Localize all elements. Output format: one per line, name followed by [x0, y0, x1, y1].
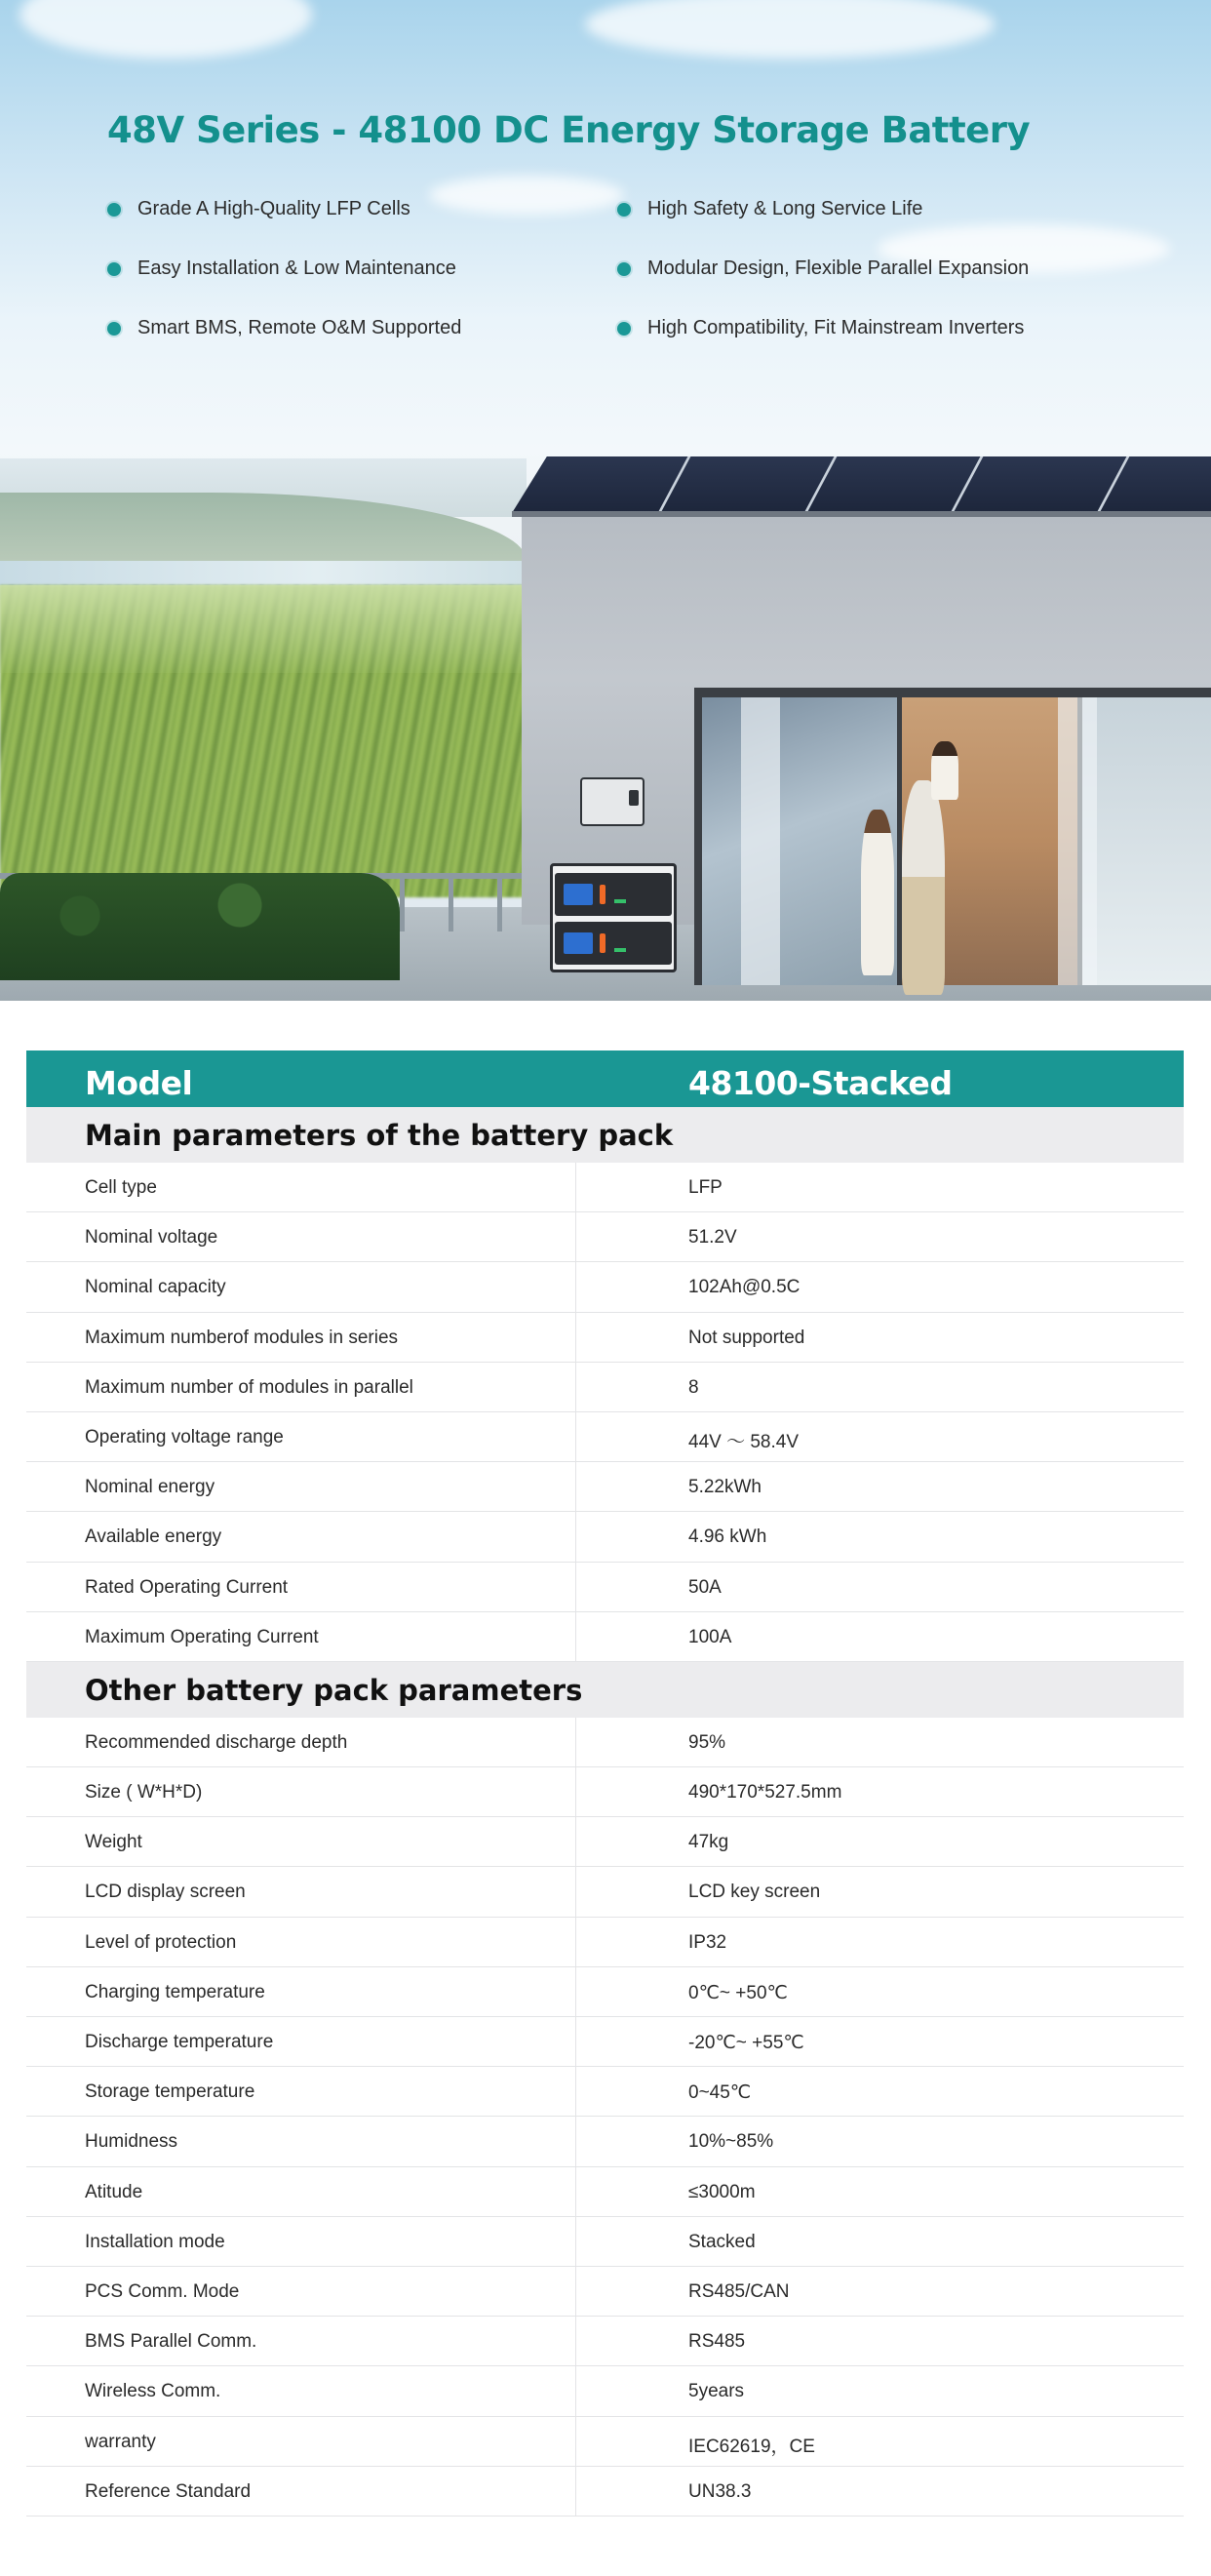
- feature-item: [107, 258, 456, 280]
- battery-indicator: [614, 948, 626, 952]
- column-divider: [575, 2217, 576, 2266]
- param-value: 490*170*527.5mm: [688, 1782, 842, 1803]
- param-value: 0~45℃: [688, 2082, 752, 2104]
- column-divider: [575, 2317, 576, 2365]
- param-value: -20℃~ +55℃: [688, 2033, 804, 2053]
- table-row: [26, 1412, 1184, 1462]
- table-row: [26, 2467, 1184, 2517]
- param-label: Available energy: [85, 1526, 222, 1548]
- battery-label: [564, 884, 593, 905]
- battery-terminal: [600, 933, 606, 953]
- table-row: [26, 1817, 1184, 1867]
- bullet-dot-icon: [107, 262, 121, 276]
- param-value: RS485/CAN: [688, 2280, 790, 2302]
- column-divider: [575, 2467, 576, 2516]
- param-value: 47kg: [688, 1832, 729, 1853]
- table-row: [26, 1563, 1184, 1612]
- param-value: 8: [688, 1376, 699, 1398]
- feature-text: Modular Design, Flexible Parallel Expansion: [647, 258, 1030, 279]
- feature-item: [617, 317, 1024, 339]
- feature-text: Smart BMS, Remote O&M Supported: [137, 317, 462, 338]
- section-title: Other battery pack parameters: [85, 1673, 583, 1707]
- section-heading-main: [26, 1107, 1184, 1163]
- param-value: IP32: [688, 1931, 727, 1953]
- section-title: Main parameters of the battery pack: [85, 1119, 674, 1152]
- column-divider: [575, 1612, 576, 1661]
- param-value: 5.22kWh: [688, 1477, 762, 1498]
- curtain: [741, 697, 780, 985]
- param-label: Recommended discharge depth: [85, 1731, 348, 1753]
- glass-door-right: [1082, 697, 1211, 985]
- table-row: [26, 1262, 1184, 1312]
- table-row: [26, 2267, 1184, 2317]
- table-row: [26, 1612, 1184, 1662]
- column-divider: [575, 1867, 576, 1916]
- model-label: Model: [85, 1064, 193, 1102]
- table-row: [26, 2317, 1184, 2366]
- table-row: [26, 1363, 1184, 1412]
- child-figure: [931, 741, 958, 800]
- column-divider: [575, 1918, 576, 1966]
- param-label: Maximum number of modules in parallel: [85, 1376, 413, 1398]
- param-value: Stacked: [688, 2231, 756, 2252]
- param-label: Maximum numberof modules in series: [85, 1327, 399, 1348]
- table-row: [26, 1212, 1184, 1262]
- hedge: [0, 873, 400, 980]
- bullet-dot-icon: [107, 203, 121, 217]
- bullet-dot-icon: [617, 322, 631, 336]
- param-label: Cell type: [85, 1177, 157, 1198]
- column-divider: [575, 1462, 576, 1511]
- param-label: BMS Parallel Comm.: [85, 2331, 257, 2353]
- feature-item: [617, 258, 1029, 280]
- column-divider: [575, 1767, 576, 1816]
- param-value: 0℃~ +50℃: [688, 1982, 788, 2003]
- column-divider: [575, 2167, 576, 2216]
- param-label: Level of protection: [85, 1931, 237, 1953]
- feature-item: [107, 198, 410, 220]
- column-divider: [575, 1212, 576, 1261]
- sky-cloud: [20, 0, 312, 59]
- feature-text: High Safety & Long Service Life: [647, 198, 923, 219]
- param-label: LCD display screen: [85, 1882, 246, 1903]
- param-value: Not supported: [688, 1327, 805, 1348]
- param-value: LFP: [688, 1177, 723, 1198]
- battery-indicator: [614, 899, 626, 903]
- table-row: [26, 1163, 1184, 1212]
- param-label: Maximum Operating Current: [85, 1626, 319, 1647]
- param-label: Storage temperature: [85, 2081, 255, 2103]
- param-value: 44V ～ 58.4V: [688, 1431, 800, 1452]
- param-label: Installation mode: [85, 2231, 225, 2252]
- param-label: Size ( W*H*D): [85, 1782, 203, 1803]
- railing-post: [497, 873, 502, 931]
- param-value: RS485: [688, 2331, 746, 2353]
- feature-item: [107, 317, 461, 339]
- table-row: [26, 1462, 1184, 1512]
- column-divider: [575, 1163, 576, 1211]
- table-row: [26, 2167, 1184, 2217]
- column-divider: [575, 1967, 576, 2016]
- param-label: Operating voltage range: [85, 1426, 284, 1447]
- woman-figure: [861, 810, 894, 975]
- param-value: 102Ah@0.5C: [688, 1277, 801, 1298]
- railing-post: [449, 873, 453, 931]
- feature-text: High Compatibility, Fit Mainstream Inverters: [647, 317, 1025, 338]
- feature-text: Easy Installation & Low Maintenance: [137, 258, 456, 279]
- curtain: [1058, 697, 1097, 985]
- param-value: 95%: [688, 1731, 726, 1753]
- param-label: Weight: [85, 1832, 142, 1853]
- other-parameters-list: [26, 1718, 1184, 2517]
- param-label: Wireless Comm.: [85, 2381, 221, 2402]
- column-divider: [575, 1313, 576, 1362]
- bullet-dot-icon: [107, 322, 121, 336]
- table-row: [26, 2117, 1184, 2166]
- bullet-dot-icon: [617, 262, 631, 276]
- param-label: Reference Standard: [85, 2480, 252, 2502]
- param-value: LCD key screen: [688, 1882, 821, 1903]
- feature-item: [617, 198, 922, 220]
- table-row: [26, 2366, 1184, 2416]
- param-label: Humidness: [85, 2131, 178, 2153]
- column-divider: [575, 2267, 576, 2316]
- table-row: [26, 2217, 1184, 2267]
- param-label: Rated Operating Current: [85, 1576, 289, 1598]
- man-figure: [902, 780, 945, 995]
- column-divider: [575, 2366, 576, 2415]
- param-label: Nominal voltage: [85, 1227, 218, 1248]
- param-label: Charging temperature: [85, 1981, 265, 2002]
- param-label: PCS Comm. Mode: [85, 2280, 240, 2302]
- feature-text: Grade A High-Quality LFP Cells: [137, 198, 410, 219]
- table-row: [26, 1967, 1184, 2017]
- hero-banner: [0, 0, 1211, 1001]
- table-row: [26, 1313, 1184, 1363]
- column-divider: [575, 1412, 576, 1461]
- table-row: [26, 1718, 1184, 1767]
- param-value: 51.2V: [688, 1227, 737, 1248]
- sky-cloud: [585, 0, 995, 59]
- param-label: Atitude: [85, 2181, 143, 2202]
- param-label: Nominal energy: [85, 1477, 215, 1498]
- param-value: 4.96 kWh: [688, 1526, 767, 1548]
- param-value: 10%~85%: [688, 2131, 774, 2153]
- column-divider: [575, 2067, 576, 2116]
- column-divider: [575, 1512, 576, 1561]
- table-row: [26, 1512, 1184, 1562]
- table-row: [26, 1918, 1184, 1967]
- param-value: 5years: [688, 2381, 745, 2402]
- param-value: 100A: [688, 1626, 732, 1647]
- main-parameters-list: [26, 1163, 1184, 1662]
- section-heading-other: [26, 1662, 1184, 1718]
- param-label: Nominal capacity: [85, 1277, 226, 1298]
- bullet-dot-icon: [617, 203, 631, 217]
- column-divider: [575, 1718, 576, 1766]
- param-value: ≤3000m: [688, 2181, 756, 2202]
- model-value: 48100-Stacked: [688, 1064, 953, 1102]
- column-divider: [575, 1262, 576, 1311]
- spec-table: [26, 1050, 1184, 2517]
- param-label: warranty: [85, 2431, 156, 2452]
- roof-edge: [512, 511, 1211, 517]
- hero-title: 48V Series - 48100 DC Energy Storage Battery: [107, 109, 1031, 151]
- column-divider: [575, 2417, 576, 2466]
- sky-cloud: [429, 176, 624, 215]
- column-divider: [575, 2117, 576, 2165]
- column-divider: [575, 1817, 576, 1866]
- battery-label: [564, 932, 593, 954]
- table-row: [26, 2417, 1184, 2467]
- param-value: 50A: [688, 1576, 722, 1598]
- solar-panels: [512, 456, 1211, 513]
- column-divider: [575, 2017, 576, 2066]
- table-row: [26, 1767, 1184, 1817]
- battery-terminal: [600, 885, 606, 904]
- param-value: UN38.3: [688, 2480, 752, 2502]
- inverter-display: [629, 790, 639, 806]
- column-divider: [575, 1563, 576, 1611]
- table-row: [26, 2017, 1184, 2067]
- railing-post: [400, 873, 405, 931]
- param-value: IEC62619，CE: [688, 2436, 815, 2457]
- column-divider: [575, 1363, 576, 1411]
- param-label: Discharge temperature: [85, 2032, 274, 2052]
- table-row: [26, 1867, 1184, 1917]
- model-header-row: [26, 1050, 1184, 1107]
- grass-highlight: [0, 585, 527, 673]
- table-row: [26, 2067, 1184, 2117]
